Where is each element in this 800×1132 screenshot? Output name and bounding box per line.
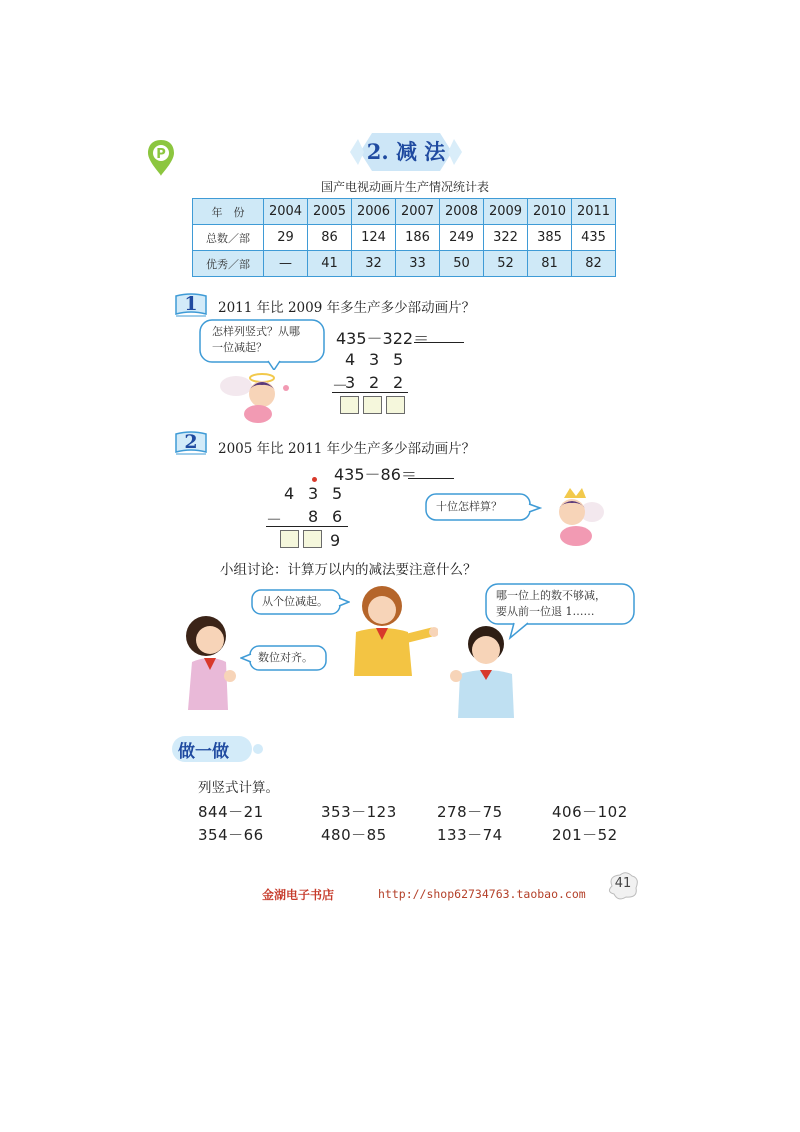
table-cell: 385 xyxy=(528,225,572,251)
row-header: 年 份 xyxy=(193,199,264,225)
table-cell: 86 xyxy=(308,225,352,251)
minus-sign: － xyxy=(266,510,283,529)
table-cell: 124 xyxy=(352,225,396,251)
practice-label: 做一做 xyxy=(178,742,229,762)
bubble-text: 哪一位上的数不够减， 要从前一位退 1…… xyxy=(496,589,606,618)
exercise: 844－21 xyxy=(198,803,264,821)
table-cell: 435 xyxy=(572,225,616,251)
exercise: 278－75 xyxy=(437,803,503,821)
footer-shop-name: 金湖电子书店 xyxy=(262,888,335,902)
digit: 9 xyxy=(330,531,341,550)
girl-character-icon xyxy=(182,610,242,710)
digit: 5 xyxy=(393,350,404,369)
row-header: 优秀／部 xyxy=(193,251,264,277)
table-cell: — xyxy=(264,251,308,277)
footer-url[interactable]: http://shop62734763.taobao.com xyxy=(378,887,586,901)
table-cell: 33 xyxy=(396,251,440,277)
problem-question: 2011 年比 2009 年多生产多少部动画片？ xyxy=(218,300,476,316)
bubble-text: 怎样列竖式？从哪 一位减起？ xyxy=(212,325,300,354)
answer-box[interactable] xyxy=(340,396,359,414)
angel-character-icon xyxy=(218,366,296,424)
girl-character-icon xyxy=(346,582,438,676)
table-cell: 186 xyxy=(396,225,440,251)
table-cell: 50 xyxy=(440,251,484,277)
table-cell: 2007 xyxy=(396,199,440,225)
bubble-text: 从个位减起。 xyxy=(262,595,328,608)
digit: 6 xyxy=(332,507,343,526)
exercise: 201－52 xyxy=(552,826,618,844)
table-cell: 2011 xyxy=(572,199,616,225)
digit: 4 xyxy=(345,350,356,369)
exercise: 406－102 xyxy=(552,803,628,821)
table-cell: 32 xyxy=(352,251,396,277)
table-cell: 2004 xyxy=(264,199,308,225)
table-cell: 2008 xyxy=(440,199,484,225)
answer-box[interactable] xyxy=(280,530,299,548)
bubble-text: 十位怎样算？ xyxy=(436,500,502,513)
publisher-logo-icon xyxy=(146,138,176,178)
table-row-year xyxy=(193,199,616,225)
table-cell: 2005 xyxy=(308,199,352,225)
answer-box[interactable] xyxy=(303,530,322,548)
angel-character-icon xyxy=(540,484,604,550)
discussion-prompt: 小组讨论：计算万以内的减法要注意什么？ xyxy=(220,562,477,578)
problem-number: 1 xyxy=(184,293,198,315)
sum-line xyxy=(266,526,348,527)
digit: 8 xyxy=(308,507,319,526)
answer-box[interactable] xyxy=(363,396,382,414)
answer-blank xyxy=(408,478,454,479)
minus-sign: － xyxy=(332,376,349,395)
digit: 2 xyxy=(369,373,380,392)
practice-instruction: 列竖式计算。 xyxy=(198,780,279,796)
problem-question: 2005 年比 2011 年少生产多少部动画片？ xyxy=(218,441,476,457)
digit: 2 xyxy=(393,373,404,392)
bubble-text: 数位对齐。 xyxy=(258,651,313,664)
table-row-good xyxy=(193,251,616,277)
exercise: 353－123 xyxy=(321,803,397,821)
digit: 3 xyxy=(369,350,380,369)
digit: 3 xyxy=(308,484,319,503)
exercise: 480－85 xyxy=(321,826,387,844)
page-number: 41 xyxy=(614,876,632,891)
exercise: 133－74 xyxy=(437,826,503,844)
table-cell: 29 xyxy=(264,225,308,251)
table-cell: 2010 xyxy=(528,199,572,225)
table-row-total xyxy=(193,225,616,251)
answer-blank xyxy=(414,342,464,343)
table-cell: 82 xyxy=(572,251,616,277)
svg-text:P: P xyxy=(156,147,166,162)
borrow-dot xyxy=(312,477,317,482)
problem-number: 2 xyxy=(184,431,198,453)
answer-box[interactable] xyxy=(386,396,405,414)
row-header: 总数／部 xyxy=(193,225,264,251)
table-cell: 249 xyxy=(440,225,484,251)
table-cell: 2009 xyxy=(484,199,528,225)
table-cell: 81 xyxy=(528,251,572,277)
digit: 3 xyxy=(345,373,356,392)
equation: 435－322＝ xyxy=(336,329,430,348)
sum-line xyxy=(332,392,408,393)
table-caption: 国产电视动画片生产情况统计表 xyxy=(320,180,489,194)
table-cell: 52 xyxy=(484,251,528,277)
equation: 435－86＝ xyxy=(334,465,417,484)
table-cell: 41 xyxy=(308,251,352,277)
table-cell: 2006 xyxy=(352,199,396,225)
table-cell: 322 xyxy=(484,225,528,251)
statistics-table xyxy=(192,198,616,277)
digit: 5 xyxy=(332,484,343,503)
digit: 4 xyxy=(284,484,295,503)
page-title: 2. 减 法 xyxy=(366,139,446,164)
exercise: 354－66 xyxy=(198,826,264,844)
boy-character-icon xyxy=(446,622,516,718)
